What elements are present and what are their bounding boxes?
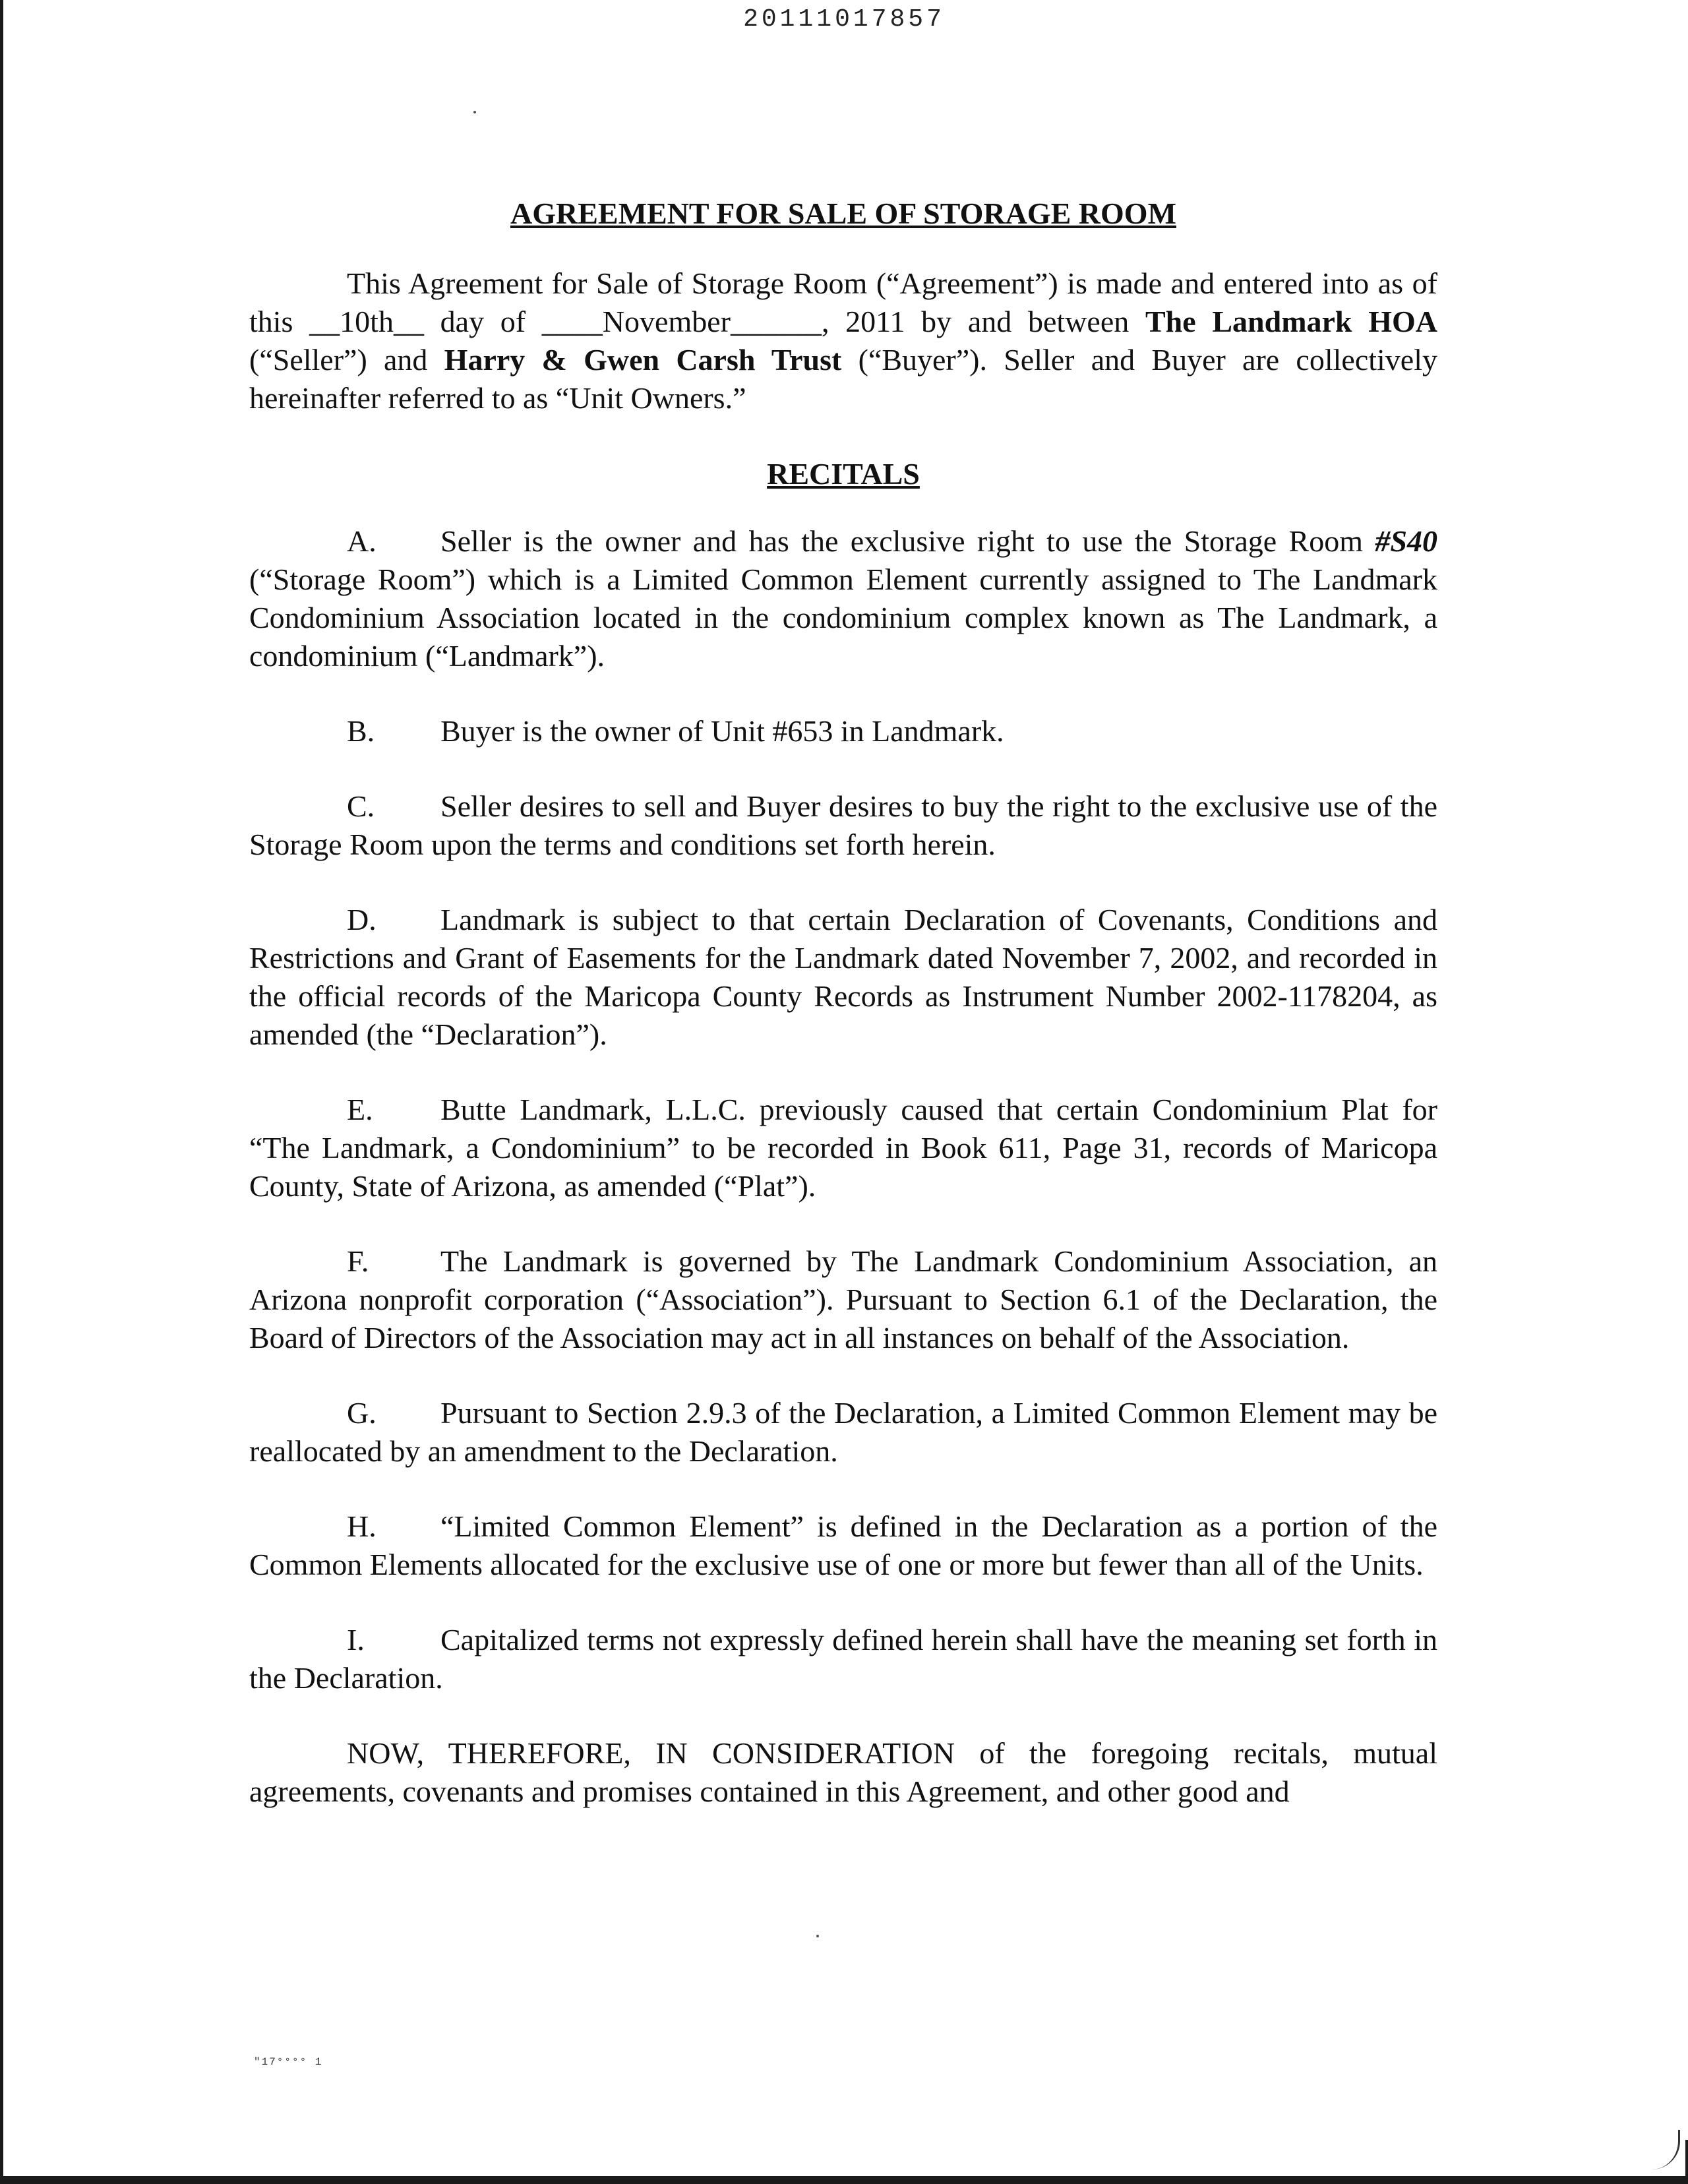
recital-letter: D.: [347, 903, 377, 936]
recital-a: [249, 522, 1437, 675]
recital-text: “Limited Common Element” is defined in the Declaration as a portion of the Common Elements allocated for the exclusive use of one or more but fewer than all of the Units.: [249, 1509, 1437, 1581]
closing-paragraph: NOW, THEREFORE, IN CONSIDERATION of the foregoing recitals, mutual agreements, covenants and promises contained in this Agreement, and other good and: [249, 1736, 1437, 1808]
scan-bottom-edge: [0, 2176, 1688, 2184]
recital-text: Seller is the owner and has the exclusive right to use the Storage Room: [440, 524, 1375, 558]
document-title: AGREEMENT FOR SALE OF STORAGE ROOM: [510, 197, 1176, 230]
intro-paragraph: [249, 264, 1437, 417]
buyer-name: Harry & Gwen Carsh Trust: [444, 343, 842, 377]
recital-text: The Landmark is governed by The Landmark Condominium Association, an Arizona nonprofit corporation (“Association”). Pursuant to Section 6.1 of the Declaration, the Board of Directors of the Association may act in all instances on behalf of the Association.: [249, 1244, 1437, 1354]
recital-text: (“Storage Room”) which is a Limited Common Element currently assigned to The Landmark Condominium Association located in the condominium complex known as The Landmark, a condominium (“Landmark”).: [249, 562, 1437, 673]
recital-b: [249, 712, 1437, 750]
recital-i: [249, 1621, 1437, 1697]
scan-speck: [473, 111, 476, 113]
recording-number: 20111017857: [743, 5, 945, 34]
recital-h: [249, 1507, 1437, 1584]
recital-d: [249, 901, 1437, 1054]
storage-room-number: #S40: [1375, 524, 1437, 558]
recital-text: Butte Landmark, L.L.C. previously caused that certain Condominium Plat for “The Landmark, a Condominium” to be recorded in Book 611, Page 31, records of Maricopa County, State of Arizona, as amended (“Plat”).: [249, 1093, 1437, 1203]
intro-text-3: (“Buyer”). Seller and Buyer are collectively hereinafter referred to as “Unit Owners.”: [249, 343, 1438, 415]
recital-f: [249, 1242, 1437, 1357]
scan-page-curl: [1652, 2130, 1680, 2169]
recital-text: Pursuant to Section 2.9.3 of the Declaration, a Limited Common Element may be reallocated by an amendment to the Declaration.: [249, 1396, 1437, 1468]
recital-g: [249, 1394, 1437, 1471]
recital-letter: F.: [347, 1244, 369, 1278]
intro-text-1: This Agreement for Sale of Storage Room (“Agreement”) is made and entered into as of this __10th__ day of ____November______, 2011 by and between: [249, 266, 1437, 338]
recital-text: Buyer is the owner of Unit #653 in Landmark.: [440, 714, 1004, 748]
intro-text-2: (“Seller”) and: [249, 343, 444, 377]
recital-letter: G.: [347, 1396, 377, 1430]
recital-letter: B.: [347, 714, 375, 748]
document-body: [249, 195, 1437, 1811]
recital-text: Landmark is subject to that certain Declaration of Covenants, Conditions and Restrictions and Grant of Easements for the Landmark dated November 7, 2002, and recorded in the official records of the Maricopa County Records as Instrument Number 2002-1178204, as amended (the “Declaration”).: [249, 903, 1437, 1051]
recital-letter: I.: [347, 1623, 365, 1656]
seller-name: The Landmark HOA: [1145, 305, 1437, 338]
recital-e: [249, 1091, 1437, 1205]
recital-c: [249, 787, 1437, 864]
recital-letter: A.: [347, 524, 377, 558]
recital-text: Capitalized terms not expressly defined herein shall have the meaning set forth in the Declaration.: [249, 1623, 1437, 1695]
scan-speck: [816, 1935, 819, 1937]
recital-letter: E.: [347, 1093, 373, 1126]
recitals-heading: RECITALS: [767, 457, 920, 491]
recital-text: Seller desires to sell and Buyer desires to buy the right to the exclusive use of the Storage Room upon the terms and conditions set forth herein.: [249, 789, 1437, 861]
footer-document-id: "17°°°° 1: [254, 2056, 323, 2068]
recital-letter: C.: [347, 789, 375, 823]
scan-left-edge: [0, 0, 3, 2184]
recital-letter: H.: [347, 1509, 377, 1543]
